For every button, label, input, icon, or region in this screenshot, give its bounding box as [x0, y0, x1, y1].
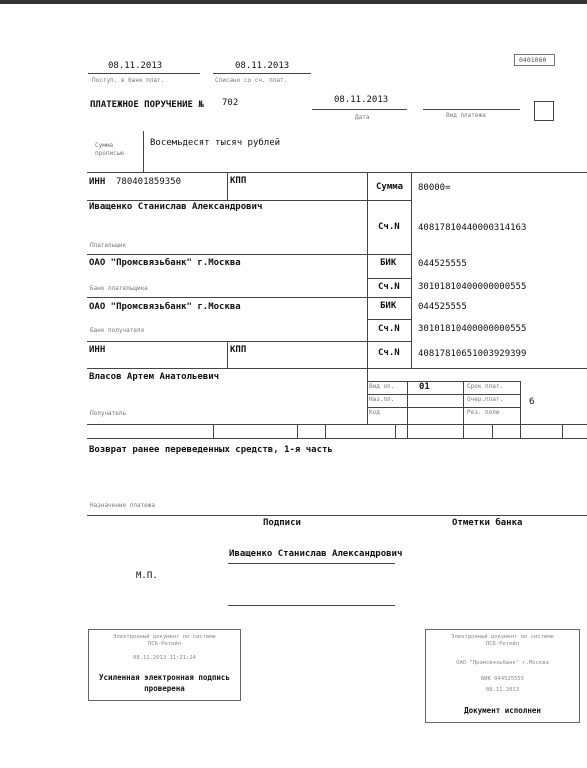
bank-marks-title: Отметки банка — [452, 518, 523, 528]
debit-date: 08.11.2013 — [235, 61, 290, 71]
grid-line — [227, 341, 228, 368]
grid-line — [367, 381, 520, 382]
payee-bank-name: ОАО "Промсвязьбанк" г.Москва — [89, 302, 241, 312]
grid-line — [87, 438, 587, 439]
payee-account-label: Сч.N — [378, 348, 400, 358]
grid-line — [87, 424, 587, 425]
grid-line — [492, 424, 493, 438]
debit-line — [213, 73, 311, 74]
grid-line — [463, 381, 464, 438]
grid-line — [520, 381, 521, 438]
payee-bik-label: БИК — [380, 301, 397, 311]
grid-line — [367, 172, 368, 424]
priority-label: Очер.плат. — [467, 396, 504, 403]
payment-purpose: Возврат ранее переведенных средств, 1-я часть — [89, 445, 333, 455]
grid-line — [367, 200, 411, 201]
order-number: 702 — [222, 98, 239, 108]
signature-line-2 — [228, 605, 395, 606]
payer-inn-label: ИНН — [89, 177, 106, 187]
grid-line — [87, 368, 367, 369]
seal-mark: М.П. — [136, 571, 158, 581]
amount-words-caption-2: прописью — [95, 150, 124, 157]
priority-value: 6 — [529, 397, 535, 407]
payment-type-line — [423, 109, 520, 110]
stamp-left-status-1: Усиленная электронная подпись — [99, 673, 230, 682]
signature-line-1 — [228, 563, 395, 564]
payer-bank-account-label: Сч.N — [378, 282, 400, 292]
grid-line — [367, 407, 520, 408]
grid-line — [87, 254, 411, 255]
receipt-caption: Поступ. в банк плат. — [92, 77, 165, 84]
stamp-right-line2: ПСБ-Ретейл — [485, 641, 520, 647]
payee-account: 40817810651003929399 — [418, 349, 527, 359]
payee-caption: Получатель — [90, 410, 127, 417]
grid-line — [227, 172, 228, 200]
signer-name: Иващенко Станислав Александрович — [229, 549, 403, 559]
amount-words-divider — [143, 131, 144, 172]
grid-line — [395, 424, 396, 438]
payer-bank-name: ОАО "Промсвязьбанк" г.Москва — [89, 258, 241, 268]
grid-line — [213, 424, 214, 438]
stamp-left-line1: Электронный документ по системе — [113, 634, 216, 640]
stamp-left-line2: ПСБ-Ретейл — [147, 641, 182, 647]
grid-line — [367, 278, 411, 279]
payment-type-box — [534, 101, 554, 121]
grid-line — [367, 368, 587, 369]
grid-line — [87, 297, 411, 298]
grid-line — [407, 381, 408, 438]
amount-value: 80000= — [418, 183, 451, 193]
grid-line — [325, 424, 326, 438]
payer-name: Иващенко Станислав Александрович — [89, 202, 263, 212]
grid-line — [87, 341, 411, 342]
grid-line — [411, 172, 412, 369]
stamp-right-status: Документ исполнен — [464, 706, 541, 715]
amount-label: Сумма — [376, 182, 404, 192]
payment-purpose-caption: Назначение платежа — [90, 502, 156, 509]
payee-bank-caption: Банк получателя — [90, 327, 145, 334]
grid-line — [87, 200, 367, 201]
payer-inn: 780401859350 — [116, 177, 182, 187]
payment-type-caption: Вид платежа — [446, 112, 486, 119]
order-date: 08.11.2013 — [334, 95, 389, 105]
form-code-box — [514, 54, 555, 66]
amount-words-caption-1: Сумма — [95, 142, 114, 149]
code-label: Код — [369, 409, 380, 416]
grid-line — [87, 515, 587, 516]
op-type-label: Вид оп. — [369, 383, 395, 390]
window-top-border — [0, 0, 587, 4]
payee-bank-account: 30101810400000000555 — [418, 324, 527, 334]
payer-bank-account: 30101810400000000555 — [418, 282, 527, 292]
grid-line — [367, 319, 411, 320]
payee-kpp-label: КПП — [230, 345, 247, 355]
grid-line — [562, 424, 563, 438]
grid-line — [87, 172, 587, 173]
payer-bank-caption: Банк плательщика — [90, 285, 148, 292]
reserve-field-label: Рез. поле — [467, 409, 500, 416]
order-date-caption: Дата — [355, 114, 370, 121]
grid-line — [297, 424, 298, 438]
payer-account: 40817810440000314163 — [418, 223, 527, 233]
grid-line — [367, 394, 520, 395]
payer-bik: 044525555 — [418, 259, 467, 269]
payee-name: Власов Артем Анатольевич — [89, 372, 220, 382]
form-code: 0401060 — [519, 56, 547, 64]
receipt-line — [88, 73, 200, 74]
bank-execution-stamp — [425, 629, 580, 723]
payee-bik: 044525555 — [418, 302, 467, 312]
stamp-right-line1: Электронный документ по системе — [451, 634, 554, 640]
payee-bank-account-label: Сч.N — [378, 324, 400, 334]
stamp-right-date: 08.11.2013 — [485, 687, 520, 693]
debit-caption: Списано со сч. плат. — [215, 77, 288, 84]
amount-words: Восемьдесят тысяч рублей — [150, 138, 281, 148]
receipt-date: 08.11.2013 — [108, 61, 163, 71]
pay-term-label: Срок плат. — [467, 383, 504, 390]
payer-account-label: Сч.N — [378, 222, 400, 232]
op-type-value: 01 — [419, 382, 430, 392]
stamp-right-bik: БИК 044525555 — [480, 676, 525, 682]
signatures-title: Подписи — [263, 518, 301, 528]
payer-caption: Плательщик — [90, 242, 127, 249]
stamp-left-datetime: 08.11.2013 11:21:24 — [133, 655, 196, 661]
stamp-left-status-2: проверена — [144, 684, 185, 693]
pay-purpose-label: Наз.пл. — [369, 396, 395, 403]
electronic-signature-stamp — [88, 629, 241, 701]
payer-kpp-label: КПП — [230, 176, 247, 186]
payee-inn-label: ИНН — [89, 345, 106, 355]
document-title: ПЛАТЕЖНОЕ ПОРУЧЕНИЕ № — [90, 100, 204, 110]
order-date-line — [312, 109, 407, 110]
payer-bik-label: БИК — [380, 258, 397, 268]
stamp-right-bank: ОАО "Промсвязьбанк" г.Москва — [456, 660, 549, 666]
